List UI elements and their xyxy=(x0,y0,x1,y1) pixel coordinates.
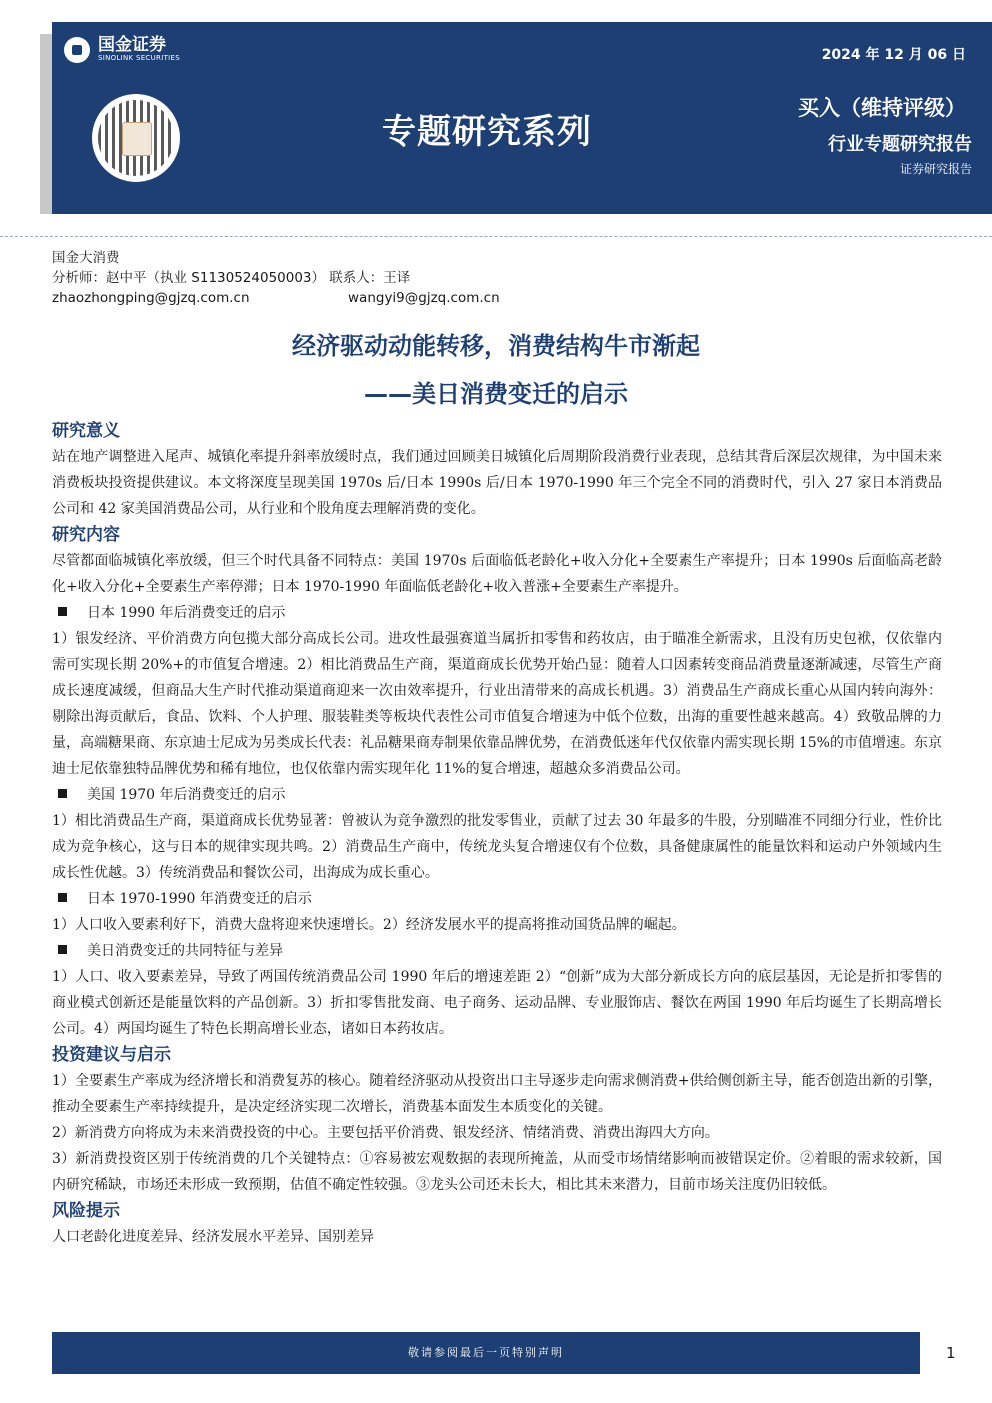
section-heading-advice: 投资建议与启示 xyxy=(52,1045,171,1065)
team-name: 国金大消费 xyxy=(52,250,120,266)
square-bullet-icon xyxy=(58,893,67,902)
paragraph-advice-2: 2）新消费方向将成为未来消费投资的中心。主要包括平价消费、银发经济、情绪消费、消费出海四大方向。 xyxy=(52,1125,719,1141)
bullet-heading xyxy=(52,886,942,912)
analyst-line: 分析师：赵中平（执业 S1130524050003） 联系人：王译 xyxy=(52,270,411,286)
paragraph-advice-1: 1）全要素生产率成为经济增长和消费复苏的核心。随着经济驱动从投资出口主导逐步走向需求侧消费+供给侧创新主导，能否创造出新的引擎，推动全要素生产率持续提升，是决定经济实现二次增长，消费基本面发生本质变化的关键。 xyxy=(52,1073,942,1115)
analyst-email[interactable]: zhaozhongping@gjzq.com.cn xyxy=(52,290,250,306)
qr-code-icon xyxy=(92,94,180,182)
bullet-label: 日本 1970-1990 年消费变迁的启示 xyxy=(87,891,312,907)
report-type: 行业专题研究报告 xyxy=(828,134,972,155)
page-number: 1 xyxy=(946,1344,956,1362)
logo-icon xyxy=(64,37,90,63)
brand-logo xyxy=(64,36,180,63)
report-subtitle: ——美日消费变迁的启示 xyxy=(364,380,628,408)
paragraph-japan-1990: 1）银发经济、平价消费方向包揽大部分高成长公司。进攻性最强赛道当属折扣零售和药妆店，由于瞄准全新需求，且没有历史包袱，仅依靠内需可实现长期 20%+的市值复合增速。2）相比消费品生产商，渠道商成长优势开始凸显：随着人口因素转变商品消费量逐渐减速，尽管生产商成长速度减缓，但商品大生产时代推动渠道商迎来一次由效率提升，行业出清带来的高成长机遇。3）消费品生产商成长重心从国内转向海外：剔除出海贡献后，食品、饮料、个人护理、服装鞋类等板块代表性公司市值复合增速为中低个位数，出海的重要性越来越高。4）致敬品牌的力量，高端糖果商、东京迪士尼成为另类成长代表：礼品糖果商寿制果依靠品牌优势，在消费低迷年代仅依靠内需实现长期 15%的市值增速。东京迪士尼依靠独特品牌优势和稀有地位，也仅依靠内需实现年化 11%的复合增速，超越众多消费品公司。 xyxy=(52,631,942,777)
logo-name: 国金证券 xyxy=(98,35,166,55)
logo-subtitle: SINOLINK SECURITIES xyxy=(98,54,180,62)
square-bullet-icon xyxy=(58,789,67,798)
report-title: 经济驱动动能转移，消费结构牛市渐起 xyxy=(292,332,700,360)
section-heading-significance: 研究意义 xyxy=(52,421,120,441)
paragraph-significance: 站在地产调整进入尾声、城镇化率提升斜率放缓时点，我们通过回顾美日城镇化后周期阶段消费行业表现，总结其背后深层次规律，为中国未来消费板块投资提供建议。本文将深度呈现美国 1970s 后/日本 1990s 后/日本 1970-1990 年三个完全不同的消费时代，引入 27 家日本消费品公司和 42 家美国消费品公司，从行业和个股角度去理解消费的变化。 xyxy=(52,449,942,517)
square-bullet-icon xyxy=(58,945,67,954)
disclaimer-note: 敬请参阅最后一页特别声明 xyxy=(408,1346,564,1359)
report-date: 2024 年 12 月 06 日 xyxy=(821,47,966,63)
bullet-heading xyxy=(52,782,942,808)
bullet-label: 美国 1970 年后消费变迁的启示 xyxy=(87,787,286,803)
paragraph-japan-1970-1990: 1）人口收入要素利好下，消费大盘将迎来快速增长。2）经济发展水平的提高将推动国货品牌的崛起。 xyxy=(52,917,686,933)
report-body xyxy=(52,418,942,1250)
paragraph-advice-3: 3）新消费投资区别于传统消费的几个关键特点：①容易被宏观数据的表现所掩盖，从而受市场情绪影响而被错误定价。②着眼的需求较新，国内研究稀缺，市场还未形成一致预期，估值不确定性较强。③龙头公司还未长大，相比其未来潜力，目前市场关注度仍旧较低。 xyxy=(52,1151,942,1193)
bullet-label: 美日消费变迁的共同特征与差异 xyxy=(87,943,283,959)
square-bullet-icon xyxy=(58,607,67,616)
bullet-heading xyxy=(52,600,942,626)
report-kind: 证券研究报告 xyxy=(899,162,972,176)
paragraph-common-features: 1）人口、收入要素差异，导致了两国传统消费品公司 1990 年后的增速差距 2）“创新”成为大部分新成长方向的底层基因，无论是折扣零售的商业模式创新还是能量饮料的产品创新。3）折扣零售批发商、电子商务、运动品牌、专业服饰店、餐饮在两国 1990 年后均诞生了长期高增长公司。4）两国均诞生了特色长期高增长业态，诸如日本药妆店。 xyxy=(52,969,942,1037)
footer-bar xyxy=(52,1332,920,1374)
author-info xyxy=(52,248,500,308)
divider xyxy=(0,236,992,237)
contact-email[interactable]: wangyi9@gjzq.com.cn xyxy=(348,290,500,306)
paragraph-us-1970: 1）相比消费品生产商，渠道商成长优势显著：曾被认为竞争激烈的批发零售业，贡献了过去 30 年最多的牛股，分别瞄准不同细分行业，性价比成为竞争核心，这与日本的规律实现共鸣。2）消费品生产商中，传统龙头复合增速仅有个位数，具备健康属性的能量饮料和运动户外领域内生成长性优越。3）传统消费品和餐饮公司，出海成为成长重心。 xyxy=(52,813,942,881)
paragraph-risk: 人口老龄化进度差异、经济发展水平差异、国别差异 xyxy=(52,1229,374,1245)
bullet-label: 日本 1990 年后消费变迁的启示 xyxy=(87,605,286,621)
rating-badge: 买入（维持评级） xyxy=(798,96,966,120)
section-heading-content: 研究内容 xyxy=(52,525,120,545)
report-header xyxy=(52,22,992,214)
paragraph-content-intro: 尽管都面临城镇化率放缓，但三个时代具备不同特点：美国 1970s 后面临低老龄化+收入分化+全要素生产率提升；日本 1990s 后面临高老龄化+收入分化+全要素生产率停滞；日本 1970-1990 年面临低老龄化+收入普涨+全要素生产率提升。 xyxy=(52,553,942,595)
series-title: 专题研究系列 xyxy=(382,112,592,152)
bullet-heading xyxy=(52,938,942,964)
section-heading-risk: 风险提示 xyxy=(52,1201,120,1221)
